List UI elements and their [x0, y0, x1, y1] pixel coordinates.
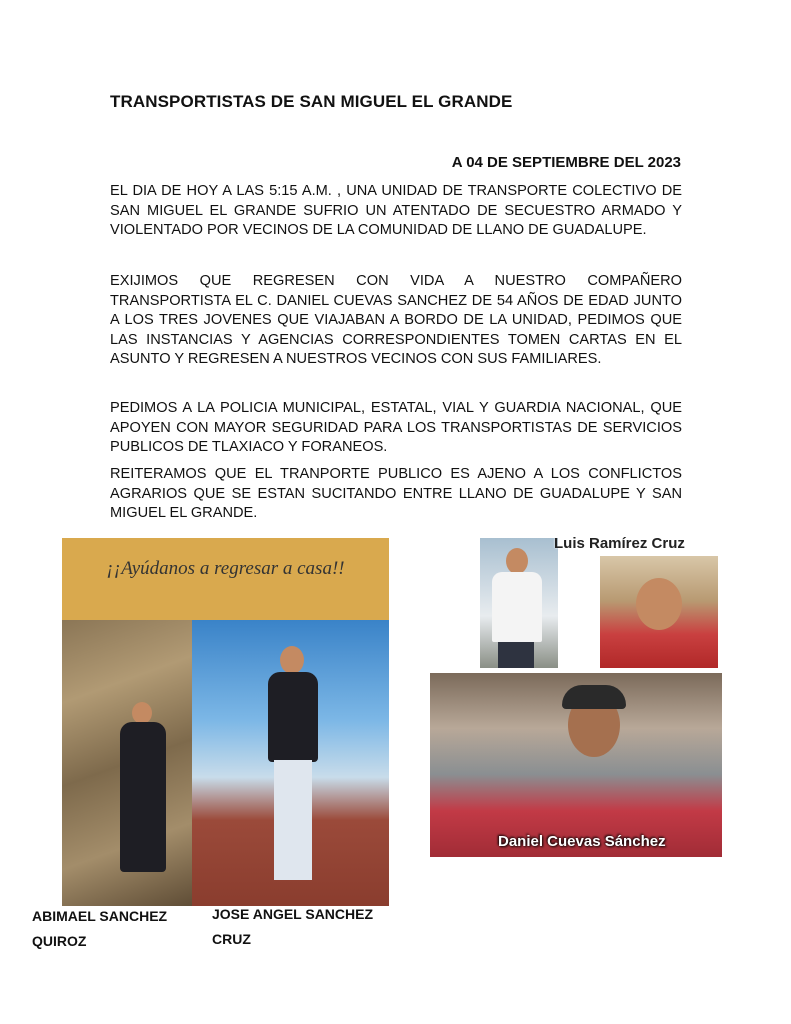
- photo-luis-full: [480, 538, 558, 668]
- missing-persons-poster: [62, 538, 389, 906]
- caption-luis: Luis Ramírez Cruz: [554, 535, 685, 552]
- person-shirt: [492, 572, 542, 642]
- paragraph-1: EL DIA DE HOY A LAS 5:15 A.M. , UNA UNIDAD DE TRANSPORTE COLECTIVO DE SAN MIGUEL EL GRANDE SUFRIO UN ATENTADO DE SECUESTRO ARMADO Y VIOLENTADO POR VECINOS DE LA COMUNIDAD DE LLANO DE GUADALUPE.: [110, 183, 682, 238]
- caption-abimael-line-1: ABIMAEL SANCHEZ: [32, 908, 168, 924]
- photo-luis-portrait: [600, 556, 718, 668]
- caption-jose: [212, 904, 373, 950]
- person-head: [636, 578, 682, 630]
- person-head: [280, 646, 304, 674]
- person-pants: [274, 760, 312, 880]
- caption-abimael-line-2: QUIROZ: [32, 933, 87, 949]
- person-pants: [498, 642, 534, 668]
- paragraph-2: EXIJIMOS QUE REGRESEN CON VIDA A NUESTRO COMPAÑERO TRANSPORTISTA EL C. DANIEL CUEVAS SANCHEZ DE 54 AÑOS DE EDAD JUNTO A LOS TRES JOVENES QUE VIAJABAN A BORDO DE LA UNIDAD, PEDIMOS QUE LAS INSTANCIAS Y AGENCIAS CORRESPONDIENTES TOMEN CARTAS EN EL ASUNTO Y REGRESEN A NUESTROS VECINOS CON SUS FAMILIARES.: [110, 273, 682, 367]
- person-figure: [120, 722, 166, 872]
- paragraph-3: PEDIMOS A LA POLICIA MUNICIPAL, ESTATAL, VIAL Y GUARDIA NACIONAL, QUE APOYEN CON MAYOR SEGURIDAD PARA LOS TRANSPORTISTAS DE SERVICIOS PUBLICOS DE TLAXIACO Y FORANEOS.: [110, 400, 682, 455]
- person-figure: [268, 672, 318, 762]
- photo-jose: [192, 620, 389, 906]
- person-cap: [562, 685, 626, 709]
- caption-abimael: [32, 906, 167, 952]
- paragraph-4: REITERAMOS QUE EL TRANPORTE PUBLICO ES AJENO A LOS CONFLICTOS AGRARIOS QUE SE ESTAN SUCITANDO ENTRE LLANO DE GUADALUPE Y SAN MIGUEL EL GRANDE.: [110, 466, 682, 521]
- poster-banner-text: ¡¡Ayúdanos a regresar a casa!!: [106, 558, 345, 579]
- person-head: [506, 548, 528, 574]
- document-title: TRANSPORTISTAS DE SAN MIGUEL EL GRANDE: [110, 92, 513, 111]
- caption-jose-line-2: CRUZ: [212, 931, 251, 947]
- photo-abimael: [62, 620, 192, 906]
- document-date: A 04 DE SEPTIEMBRE DEL 2023: [451, 154, 681, 171]
- caption-jose-line-1: JOSE ANGEL SANCHEZ: [212, 906, 374, 922]
- photo-daniel: [430, 673, 722, 857]
- caption-daniel: Daniel Cuevas Sánchez: [498, 833, 666, 850]
- person-head: [132, 702, 152, 724]
- poster-banner: [62, 538, 389, 620]
